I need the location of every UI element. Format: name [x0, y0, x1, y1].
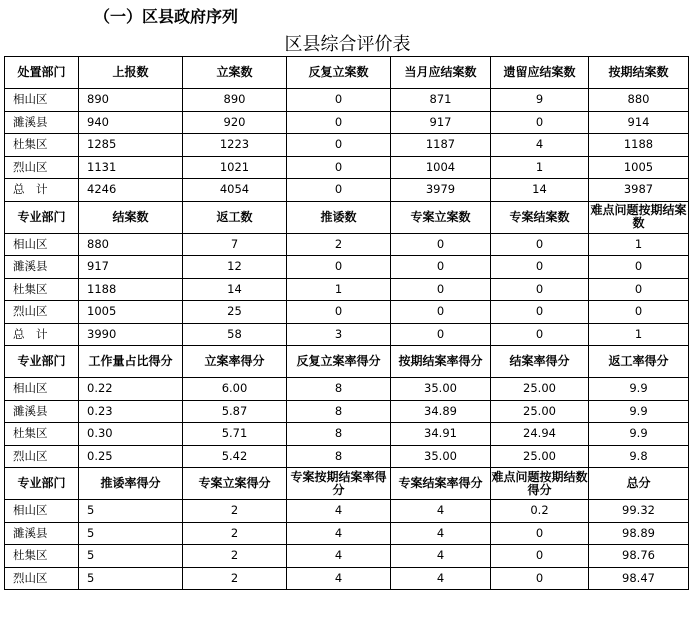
row-label: 相山区	[5, 378, 79, 401]
table-cell: 4054	[183, 179, 287, 202]
column-header: 专案结案数	[491, 201, 589, 233]
table-cell: 4246	[79, 179, 183, 202]
table-cell: 1	[589, 323, 689, 346]
table-row	[5, 233, 689, 256]
table-row	[5, 278, 689, 301]
table-cell: 4	[287, 500, 391, 523]
column-header: 按期结案率得分	[391, 346, 491, 378]
column-header: 立案率得分	[183, 346, 287, 378]
table-cell: 0	[287, 156, 391, 179]
table-cell: 1005	[79, 301, 183, 324]
table-cell: 0.22	[79, 378, 183, 401]
column-header: 遗留应结案数	[491, 57, 589, 89]
table-cell: 0	[391, 256, 491, 279]
table-cell: 0	[491, 545, 589, 568]
table-cell: 5	[79, 545, 183, 568]
table-row	[5, 179, 689, 202]
table-cell: 34.91	[391, 423, 491, 446]
table-cell: 1187	[391, 134, 491, 157]
table-cell: 0	[491, 522, 589, 545]
table-cell: 58	[183, 323, 287, 346]
row-label: 烈山区	[5, 301, 79, 324]
table-cell: 890	[79, 89, 183, 112]
table-row	[5, 500, 689, 523]
table-cell: 4	[287, 522, 391, 545]
table-cell: 2	[183, 500, 287, 523]
row-label: 杜集区	[5, 278, 79, 301]
table-cell: 8	[287, 445, 391, 468]
table-cell: 25.00	[491, 445, 589, 468]
table-cell: 1	[287, 278, 391, 301]
row-label: 杜集区	[5, 423, 79, 446]
table-cell: 0	[287, 111, 391, 134]
table-cell: 0	[589, 278, 689, 301]
section-title: （一）区县政府序列	[94, 7, 239, 26]
table-cell: 0.2	[491, 500, 589, 523]
table-cell: 4	[391, 522, 491, 545]
table-cell: 0	[491, 301, 589, 324]
table-cell: 98.47	[589, 567, 689, 590]
table-cell: 4	[391, 545, 491, 568]
table-cell: 0	[287, 134, 391, 157]
header-row	[5, 346, 689, 378]
row-label: 濉溪县	[5, 111, 79, 134]
table-cell: 5	[79, 567, 183, 590]
column-header: 返工数	[183, 201, 287, 233]
table-cell: 0	[287, 301, 391, 324]
column-header: 推诿率得分	[79, 468, 183, 500]
table-cell: 914	[589, 111, 689, 134]
table-cell: 1188	[589, 134, 689, 157]
table-row	[5, 545, 689, 568]
table-cell: 0	[287, 256, 391, 279]
table-cell: 7	[183, 233, 287, 256]
table-cell: 5	[79, 500, 183, 523]
column-header: 专案立案得分	[183, 468, 287, 500]
table-cell: 34.89	[391, 400, 491, 423]
table-cell: 5.71	[183, 423, 287, 446]
table-cell: 1	[491, 156, 589, 179]
row-label: 烈山区	[5, 445, 79, 468]
row-label: 相山区	[5, 500, 79, 523]
table-cell: 14	[491, 179, 589, 202]
table-cell: 3979	[391, 179, 491, 202]
table-row	[5, 156, 689, 179]
table-cell: 920	[183, 111, 287, 134]
column-header: 结案数	[79, 201, 183, 233]
table-row	[5, 89, 689, 112]
table-row	[5, 111, 689, 134]
table-cell: 880	[79, 233, 183, 256]
table-cell: 0	[391, 278, 491, 301]
table-row	[5, 134, 689, 157]
table-title: 区县综合评价表	[284, 34, 411, 55]
column-header: 专业部门	[5, 201, 79, 233]
table-cell: 4	[391, 567, 491, 590]
table-cell: 35.00	[391, 445, 491, 468]
table-cell: 0	[589, 256, 689, 279]
column-header: 专业部门	[5, 346, 79, 378]
table-cell: 4	[491, 134, 589, 157]
header-row	[5, 468, 689, 500]
table-cell: 5.87	[183, 400, 287, 423]
table-cell: 98.89	[589, 522, 689, 545]
table-cell: 8	[287, 423, 391, 446]
table-cell: 5.42	[183, 445, 287, 468]
column-header: 反复立案率得分	[287, 346, 391, 378]
table-cell: 871	[391, 89, 491, 112]
header-row	[5, 201, 689, 233]
table-cell: 1131	[79, 156, 183, 179]
table-cell: 24.94	[491, 423, 589, 446]
row-label: 濉溪县	[5, 522, 79, 545]
table-cell: 9.9	[589, 423, 689, 446]
table-cell: 8	[287, 378, 391, 401]
table-cell: 880	[589, 89, 689, 112]
table-cell: 3	[287, 323, 391, 346]
table-cell: 0	[589, 301, 689, 324]
table-cell: 6.00	[183, 378, 287, 401]
table-cell: 14	[183, 278, 287, 301]
table-cell: 1004	[391, 156, 491, 179]
table-cell: 5	[79, 522, 183, 545]
table-cell: 0	[491, 567, 589, 590]
column-header: 专案按期结案率得分	[287, 468, 391, 500]
table-cell: 1188	[79, 278, 183, 301]
row-label: 相山区	[5, 233, 79, 256]
table-cell: 0.23	[79, 400, 183, 423]
table-cell: 0.25	[79, 445, 183, 468]
table-row	[5, 567, 689, 590]
table-cell: 2	[183, 545, 287, 568]
header-row	[5, 57, 689, 89]
table-cell: 0	[491, 256, 589, 279]
table-cell: 25.00	[491, 378, 589, 401]
column-header: 处置部门	[5, 57, 79, 89]
table-cell: 9	[491, 89, 589, 112]
table-cell: 0	[391, 301, 491, 324]
column-header: 上报数	[79, 57, 183, 89]
column-header: 返工率得分	[589, 346, 689, 378]
column-header: 总分	[589, 468, 689, 500]
table-cell: 0	[391, 233, 491, 256]
table-cell: 0	[491, 111, 589, 134]
table-cell: 99.32	[589, 500, 689, 523]
column-header: 难点问题按期结案数	[589, 201, 689, 233]
table-cell: 3987	[589, 179, 689, 202]
table-cell: 98.76	[589, 545, 689, 568]
column-header: 结案率得分	[491, 346, 589, 378]
column-header: 专案立案数	[391, 201, 491, 233]
table-cell: 0	[287, 179, 391, 202]
column-header: 专案结案率得分	[391, 468, 491, 500]
table-row	[5, 445, 689, 468]
column-header: 立案数	[183, 57, 287, 89]
table-cell: 0	[391, 323, 491, 346]
table-cell: 2	[183, 522, 287, 545]
table-cell: 12	[183, 256, 287, 279]
table-row	[5, 323, 689, 346]
table-cell: 25	[183, 301, 287, 324]
table-cell: 4	[287, 545, 391, 568]
table-cell: 9.9	[589, 378, 689, 401]
table-cell: 0	[287, 89, 391, 112]
table-cell: 1	[589, 233, 689, 256]
column-header: 当月应结案数	[391, 57, 491, 89]
table-row	[5, 378, 689, 401]
table-cell: 890	[183, 89, 287, 112]
table-row	[5, 256, 689, 279]
column-header: 按期结案数	[589, 57, 689, 89]
table-row	[5, 522, 689, 545]
table-cell: 1021	[183, 156, 287, 179]
row-label: 杜集区	[5, 134, 79, 157]
table-cell: 9.8	[589, 445, 689, 468]
evaluation-table	[4, 56, 689, 590]
row-label: 相山区	[5, 89, 79, 112]
table-cell: 917	[79, 256, 183, 279]
column-header: 推诿数	[287, 201, 391, 233]
table-cell: 940	[79, 111, 183, 134]
column-header: 专业部门	[5, 468, 79, 500]
table-cell: 0	[491, 278, 589, 301]
row-label: 烈山区	[5, 156, 79, 179]
row-label: 杜集区	[5, 545, 79, 568]
column-header: 工作量占比得分	[79, 346, 183, 378]
table-cell: 9.9	[589, 400, 689, 423]
table-cell: 3990	[79, 323, 183, 346]
table-row	[5, 423, 689, 446]
row-label: 总 计	[5, 179, 79, 202]
table-cell: 917	[391, 111, 491, 134]
table-cell: 1223	[183, 134, 287, 157]
table-cell: 1005	[589, 156, 689, 179]
table-cell: 2	[287, 233, 391, 256]
table-cell: 0	[491, 233, 589, 256]
row-label: 总 计	[5, 323, 79, 346]
table-cell: 1285	[79, 134, 183, 157]
table-row	[5, 400, 689, 423]
table-cell: 8	[287, 400, 391, 423]
row-label: 濉溪县	[5, 400, 79, 423]
table-cell: 4	[391, 500, 491, 523]
table-row	[5, 301, 689, 324]
table-cell: 35.00	[391, 378, 491, 401]
table-cell: 2	[183, 567, 287, 590]
table-cell: 4	[287, 567, 391, 590]
table-cell: 0.30	[79, 423, 183, 446]
column-header: 难点问题按期结数得分	[491, 468, 589, 500]
row-label: 烈山区	[5, 567, 79, 590]
table-cell: 0	[491, 323, 589, 346]
table-cell: 25.00	[491, 400, 589, 423]
row-label: 濉溪县	[5, 256, 79, 279]
column-header: 反复立案数	[287, 57, 391, 89]
